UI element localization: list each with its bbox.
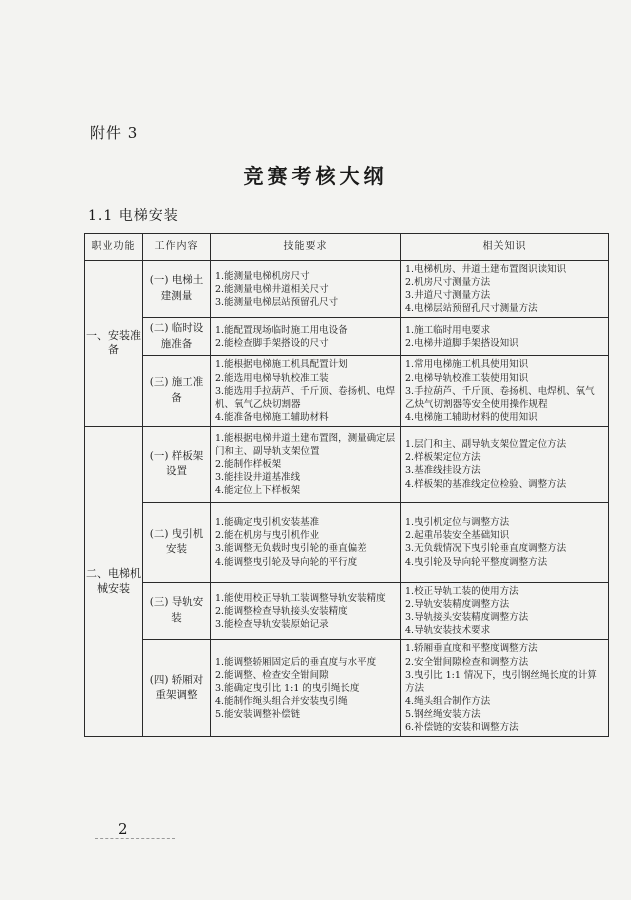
skills-cell <box>211 318 401 356</box>
knowledge-cell <box>401 356 609 427</box>
skill-item: 2.能调整检查导轨接头安装精度 <box>215 605 348 617</box>
skill-item: 1.能根据电梯井道土建布置图，测量确定层门和主、副导轨支架位置 <box>215 432 396 457</box>
knowledge-item: 5.钢丝绳安装方法 <box>405 708 481 720</box>
skill-item: 4.能制作绳头组合并安装曳引绳 <box>215 695 348 707</box>
header-function: 职业功能 <box>85 234 143 261</box>
skills-cell <box>211 582 401 639</box>
table-row <box>85 356 609 427</box>
work-content-cell: (二) 临时设施准备 <box>143 318 211 356</box>
skill-item: 3.能测量电梯层站预留孔尺寸 <box>215 296 339 308</box>
knowledge-item: 4.导轨安装技术要求 <box>405 625 491 637</box>
function-cell: 一、安装准备 <box>85 261 143 427</box>
knowledge-item: 2.导轨安装精度调整方法 <box>405 599 510 611</box>
table-row <box>85 318 609 356</box>
skill-item: 2.能选用电梯导轨校准工装 <box>215 372 329 384</box>
skill-item: 1.能测量电梯机房尺寸 <box>215 270 310 282</box>
function-cell: 二、电梯机械安装 <box>85 426 143 736</box>
knowledge-item: 2.样板架定位方法 <box>405 452 481 464</box>
skill-item: 3.能挂设井道基准线 <box>215 472 301 484</box>
skill-item: 1.能配置现场临时施工用电设备 <box>215 324 348 336</box>
knowledge-item: 1.曳引机定位与调整方法 <box>405 517 510 529</box>
knowledge-item: 1.校正导轨工装的使用方法 <box>405 585 519 597</box>
footer-divider <box>95 838 175 839</box>
skills-cell <box>211 640 401 737</box>
knowledge-cell <box>401 261 609 318</box>
skill-item: 2.能调整、检查安全钳间隙 <box>215 669 329 681</box>
knowledge-item: 6.补偿链的安装和调整方法 <box>405 722 519 734</box>
table-header-row <box>85 234 609 261</box>
skills-cell <box>211 502 401 582</box>
knowledge-cell <box>401 582 609 639</box>
skill-item: 3.能检查导轨安装原始记录 <box>215 618 329 630</box>
skill-item: 1.能调整轿厢固定后的垂直度与水平度 <box>215 656 377 668</box>
skill-item: 4.能准备电梯施工辅助材料 <box>215 411 329 423</box>
skill-item: 1.能确定曳引机安装基准 <box>215 517 320 529</box>
knowledge-item: 1.轿厢垂直度和平整度调整方法 <box>405 643 538 655</box>
page-number: 2 <box>118 820 128 838</box>
knowledge-item: 3.井道尺寸测量方法 <box>405 290 491 302</box>
knowledge-cell <box>401 318 609 356</box>
knowledge-item: 2.起重吊装安全基础知识 <box>405 530 510 542</box>
skill-item: 4.能调整曳引轮及导向轮的平行度 <box>215 556 358 568</box>
page-title: 竞赛考核大纲 <box>243 164 388 188</box>
skill-item: 3.能调整无负载时曳引轮的垂直偏差 <box>215 543 367 555</box>
skill-item: 1.能使用校正导轨工装调整导轨安装精度 <box>215 592 386 604</box>
skill-item: 5.能安装调整补偿链 <box>215 708 301 720</box>
skill-item: 3.能选用手拉葫芦、千斤顶、卷扬机、电焊机、氧气乙炔切割器 <box>215 385 396 410</box>
knowledge-item: 2.安全钳间隙检查和调整方法 <box>405 656 529 668</box>
knowledge-item: 1.施工临时用电要求 <box>405 324 491 336</box>
skill-item: 2.能测量电梯井道相关尺寸 <box>215 283 329 295</box>
skills-cell <box>211 426 401 502</box>
skill-item: 4.能定位上下样板架 <box>215 485 301 497</box>
knowledge-item: 2.机房尺寸测量方法 <box>405 277 491 289</box>
knowledge-item: 2.电梯井道脚手架搭设知识 <box>405 337 519 349</box>
attachment-label: 附件 3 <box>90 124 139 142</box>
skill-item: 2.能在机房与曳引机作业 <box>215 530 320 542</box>
knowledge-item: 3.手拉葫芦、千斤顶、卷扬机、电焊机、氧气乙炔气切割器等安全使用操作规程 <box>405 385 595 410</box>
syllabus-table <box>84 233 609 737</box>
work-content-cell: (四) 轿厢对重架调整 <box>143 640 211 737</box>
work-content-cell: (三) 导轨安装 <box>143 582 211 639</box>
skill-item: 2.能制作样板架 <box>215 458 282 470</box>
header-skills: 技能要求 <box>211 234 401 261</box>
knowledge-item: 1.层门和主、副导轨支架位置定位方法 <box>405 439 567 451</box>
table-row <box>85 640 609 737</box>
table-row <box>85 261 609 318</box>
knowledge-item: 3.导轨接头安装精度调整方法 <box>405 612 529 624</box>
work-content-cell: (一) 电梯土建测量 <box>143 261 211 318</box>
table-row <box>85 502 609 582</box>
knowledge-item: 4.样板架的基准线定位检验、调整方法 <box>405 478 567 490</box>
knowledge-item: 2.电梯导轨校准工装使用知识 <box>405 372 529 384</box>
skills-cell <box>211 261 401 318</box>
knowledge-cell <box>401 502 609 582</box>
knowledge-cell <box>401 426 609 502</box>
knowledge-cell <box>401 640 609 737</box>
skill-item: 2.能检查脚手架搭设的尺寸 <box>215 337 329 349</box>
knowledge-item: 4.绳头组合制作方法 <box>405 695 491 707</box>
skill-item: 1.能根据电梯施工机具配置计划 <box>215 359 348 371</box>
knowledge-item: 4.曳引轮及导向轮平整度调整方法 <box>405 556 548 568</box>
section-heading: 1.1 电梯安装 <box>88 208 179 224</box>
header-work: 工作内容 <box>143 234 211 261</box>
knowledge-item: 4.电梯施工辅助材料的使用知识 <box>405 411 538 423</box>
work-content-cell: (二) 曳引机安装 <box>143 502 211 582</box>
knowledge-item: 3.无负载情况下曳引轮垂直度调整方法 <box>405 543 567 555</box>
knowledge-item: 1.电梯机房、井道土建布置图识读知识 <box>405 264 567 275</box>
skill-item: 3.能确定曳引比 1:1 的曳引绳长度 <box>215 682 360 694</box>
knowledge-item: 4.电梯层站预留孔尺寸测量方法 <box>405 303 538 315</box>
table-row <box>85 426 609 502</box>
work-content-cell: (一) 样板架设置 <box>143 426 211 502</box>
knowledge-item: 3.曳引比 1:1 情况下，曳引钢丝绳长度的计算方法 <box>405 669 597 694</box>
knowledge-item: 1.常用电梯施工机具使用知识 <box>405 359 529 371</box>
skills-cell <box>211 356 401 427</box>
knowledge-item: 3.基准线挂设方法 <box>405 465 481 477</box>
work-content-cell: (三) 施工准备 <box>143 356 211 427</box>
header-knowledge: 相关知识 <box>401 234 609 261</box>
table-row <box>85 582 609 639</box>
